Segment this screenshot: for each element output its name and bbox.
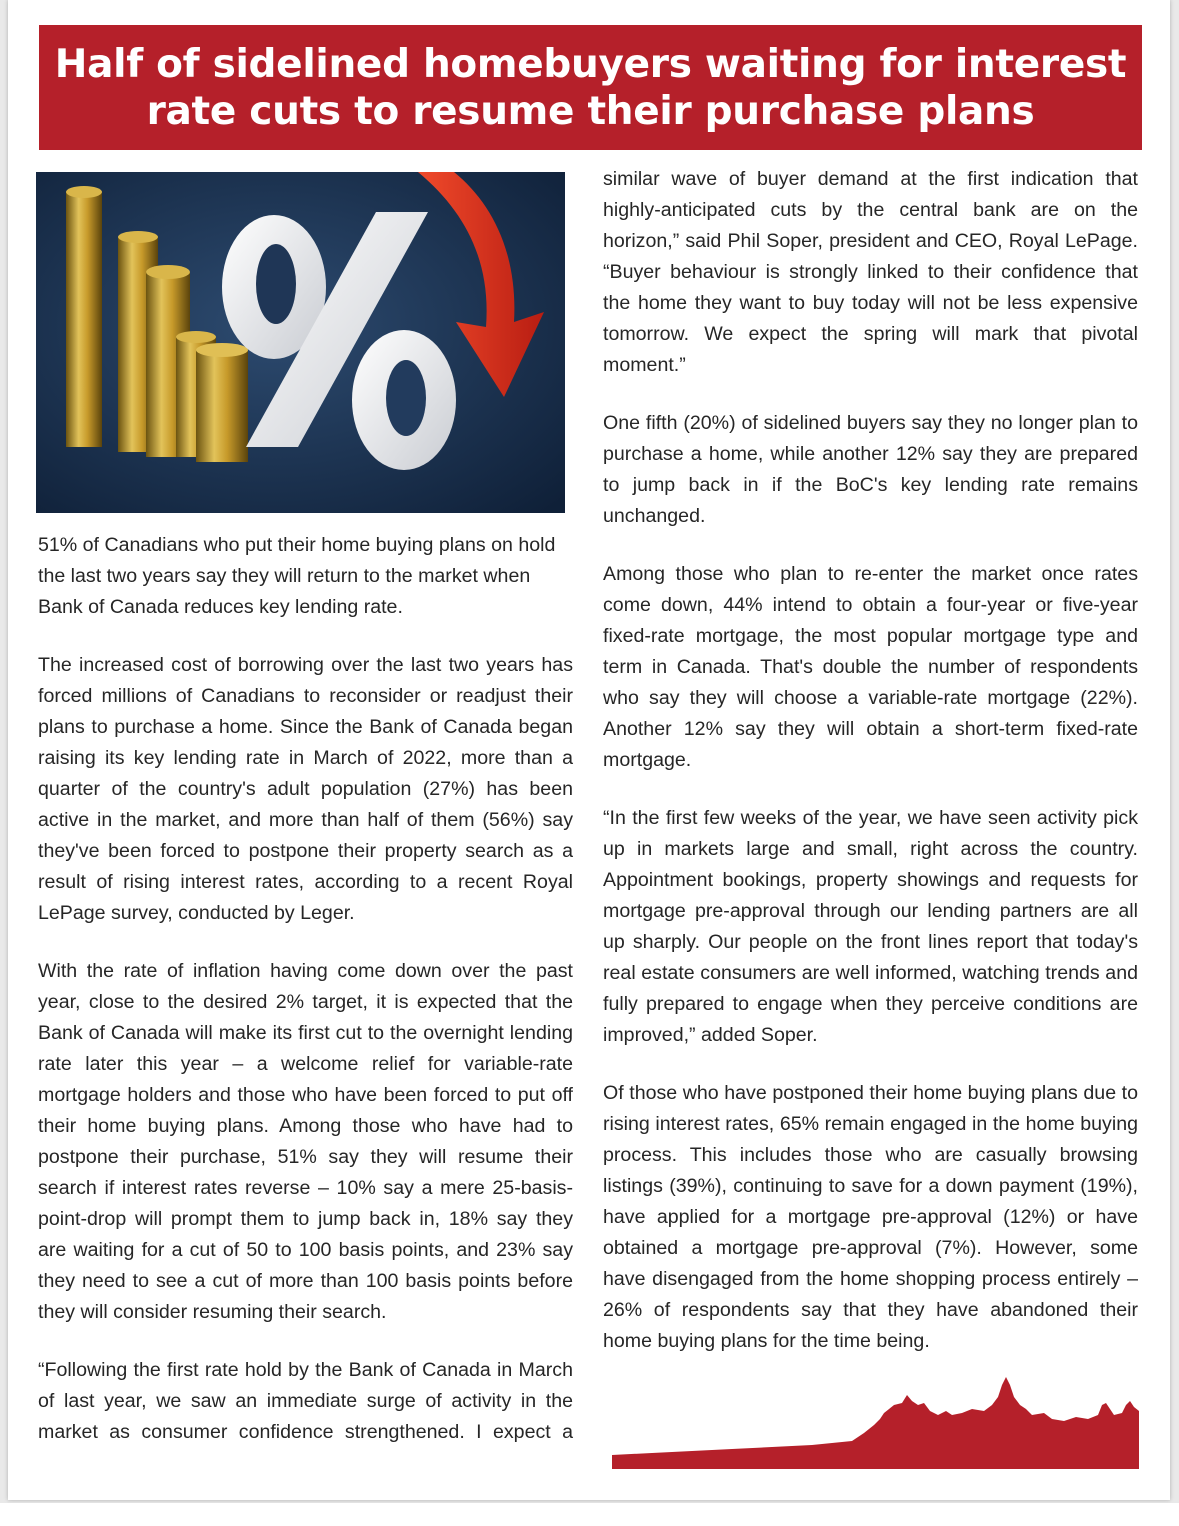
hero-image [36, 172, 565, 513]
left-paragraph-3: With the rate of inflation having come down over the past year, close to the desired 2% target, it is expected that the Bank of Canada will make its first cut to the overnight lending rate later this year – a welcome relief for variable-rate mortgage holders and those who have been forced to put off their home buying plans. Among those who have had to postpone their purchase, 51% say they will resume their search if interest rates reverse – 10% say a mere 25-basis-point-drop will prompt them to jump back in, 18% say they are waiting for a cut of 50 to 100 basis points, and 23% say they need to see a cut of more than 100 basis points before they will consider resuming their search. [38, 960, 573, 1323]
right-column [603, 164, 1138, 1384]
right-paragraph-4: “In the first few weeks of the year, we have seen activity pick up in markets large and small, right across the country. Appointment bookings, property showings and requests for mortgage pre-approval through our lending partners are all up sharply. Our people on the front lines report that today's real estate consumers are well informed, watching trends and fully prepared to engage when they perceive conditions are improved,” added Soper. [603, 807, 1138, 1046]
document-page [8, 0, 1170, 1500]
page-bottom-strip [0, 1503, 1179, 1526]
left-paragraph-1: 51% of Canadians who put their home buying plans on hold the last two years say they will return to the market when Bank of Canada reduces key lending rate. [38, 534, 556, 618]
percent-coins-arrow-icon [36, 172, 565, 513]
headline-banner [39, 25, 1142, 150]
headline-line-2: rate cuts to resume their purchase plans [146, 88, 1035, 134]
left-paragraph-4: “Following the first rate hold by the Bank of Canada in March of last year, we saw an immediate surge of activity in the market as consumer confidence strengthened. I expect a [38, 1359, 573, 1443]
right-paragraph-3: Among those who plan to re-enter the market once rates come down, 44% intend to obtain a four-year or five-year fixed-rate mortgage, the most popular mortgage type and term in Canada. That's double the number of respondents who say they will choose a variable-rate mortgage (22%). Another 12% say they will obtain a short-term fixed-rate mortgage. [603, 563, 1138, 771]
right-paragraph-1: similar wave of buyer demand at the first indication that highly-anticipated cuts by the central bank are on the horizon,” said Phil Soper, president and CEO, Royal LePage. “Buyer behaviour is strongly linked to their confidence that the home they want to buy today will not be less expensive tomorrow. We expect the spring will mark that pivotal moment.” [603, 168, 1138, 376]
left-paragraph-2: The increased cost of borrowing over the last two years has forced millions of Canadians to reconsider or readjust their plans to purchase a home. Since the Bank of Canada began raising its key lending rate in March of 2022, more than a quarter of the country's adult population (27%) has been active in the market, and more than half of them (56%) say they've been forced to postpone their property search as a result of rising interest rates, according to a recent Royal LePage survey, conducted by Leger. [38, 654, 573, 924]
left-column [38, 530, 573, 1475]
headline [55, 41, 1126, 135]
city-skyline-icon [612, 1375, 1139, 1469]
headline-line-1: Half of sidelined homebuyers waiting for interest [54, 41, 1127, 87]
right-paragraph-2: One fifth (20%) of sidelined buyers say they no longer plan to purchase a home, while another 12% say they are prepared to jump back in if the BoC's key lending rate remains unchanged. [603, 412, 1138, 527]
right-paragraph-5: Of those who have postponed their home buying plans due to rising interest rates, 65% remain engaged in the home buying process. This includes those who are casually browsing listings (39%), continuing to save for a down payment (19%), have applied for a mortgage pre-approval (12%) or have obtained a mortgage pre-approval (7%). However, some have disengaged from the home shopping process entirely – 26% of respondents say that they have abandoned their home buying plans for the time being. [603, 1082, 1138, 1352]
